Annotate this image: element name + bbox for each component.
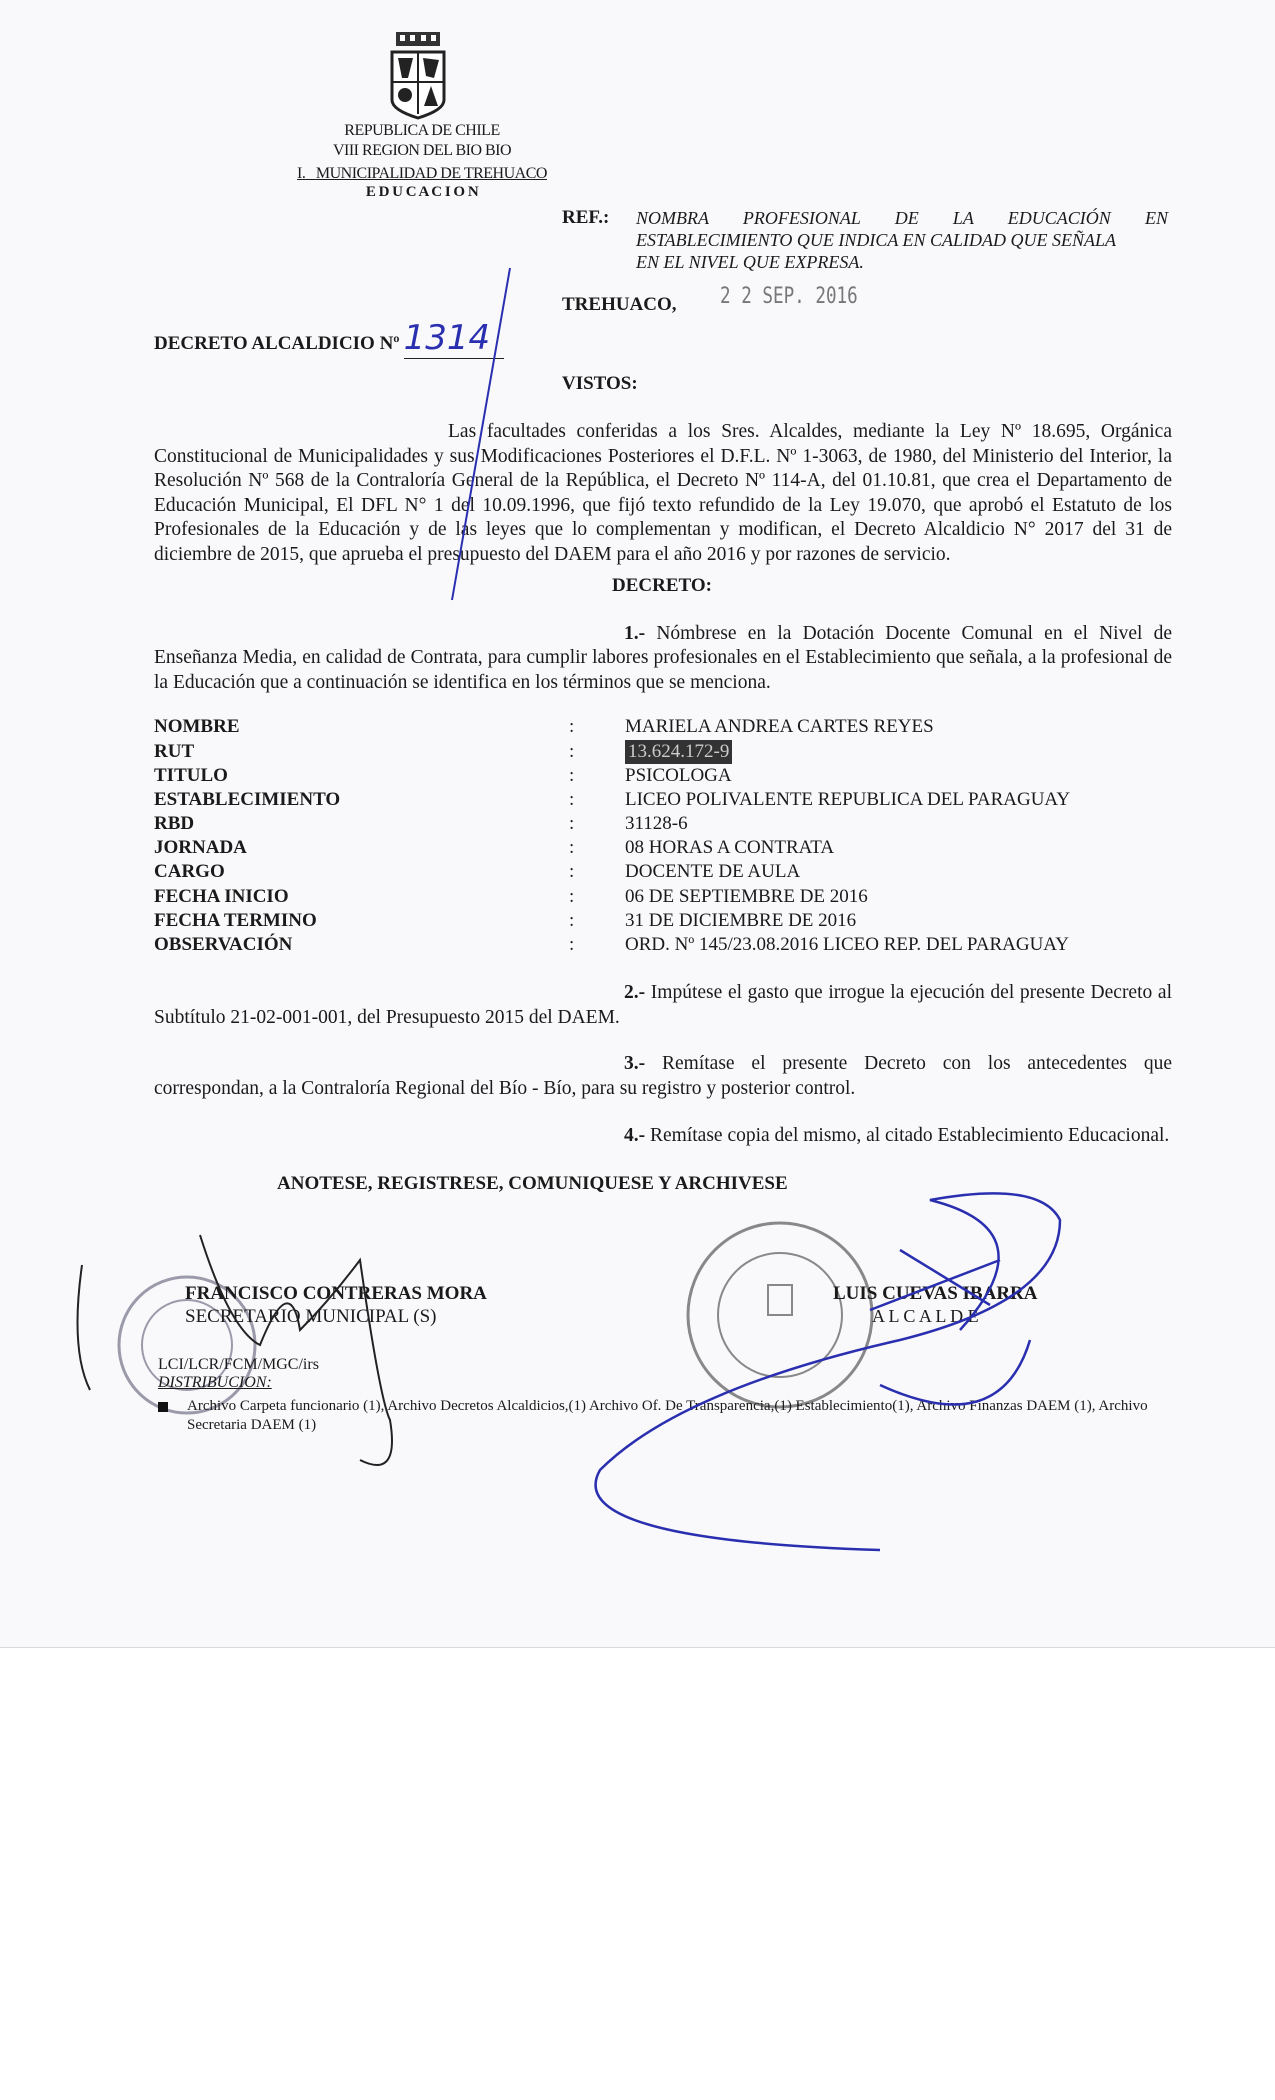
distribution-list: Archivo Carpeta funcionario (1), Archivo Decretos Alcaldicios,(1) Archivo Of. De Transparencia,(1) Establecimiento(1), Archivo Finanzas DAEM (1), Archivo Secretaria DAEM (1): [187, 1398, 1148, 1434]
detail-colon: :: [569, 716, 575, 738]
detail-value: ORD. Nº 145/23.08.2016 LICEO REP. DEL PARAGUAY: [625, 934, 1069, 956]
detail-colon: :: [569, 813, 575, 835]
detail-colon: :: [569, 837, 575, 859]
decreto-label: DECRETO:: [612, 574, 712, 596]
document-body: [154, 372, 1172, 1435]
detail-colon: :: [569, 909, 575, 931]
mayor-signatory: [833, 1282, 1037, 1330]
detail-label: CARGO: [154, 861, 225, 883]
header-country: REPUBLICA DE CHILE: [344, 122, 500, 139]
ref-line-2: ESTABLECIMIENTO QUE INDICA EN CALIDAD QUE SEÑALA: [636, 230, 1116, 250]
vistos-label: VISTOS:: [562, 373, 638, 394]
ref-line-1: NOMBRA PROFESIONAL DE LA EDUCACIÓN EN: [636, 208, 1168, 228]
detail-row: [154, 740, 1172, 764]
date-stamp: 2 2 SEP. 2016: [720, 284, 858, 309]
detail-label: ESTABLECIMIENTO: [154, 788, 341, 810]
municipal-crest-icon: [388, 30, 448, 120]
details-table: [154, 715, 1172, 957]
vistos-paragraph: Las facultades conferidas a los Sres. Alcaldes, mediante la Ley Nº 18.695, Orgánica Constitucional de Municipalidades y sus Modificaciones Posteriores el D.F.L. Nº 1-3063, de 1980, del Ministerio del Interior, la Resolución Nº 568 de la Contraloría General de la República, el Decreto Nº 114-A, del 01.10.81, que crea el Departamento de Educación Municipal, El DFL N° 1 del 10.09.1996, que fijó texto refundido de la Ley 19.070, que aprobó el Estatuto de los Profesionales de la Educación y de las leyes que lo complementan y modifican, el Decreto Alcaldicio N° 2017 del 31 de diciembre de 2015, que aprueba el presupuesto del DAEM para el año 2016 y por razones de servicio.: [154, 421, 1172, 565]
ref-label: REF.:: [562, 207, 610, 228]
article-1: [154, 622, 1172, 696]
detail-row: [154, 860, 1172, 884]
detail-colon: :: [569, 885, 575, 907]
article-3-number: 3.-: [624, 1053, 646, 1075]
detail-value: LICEO POLIVALENTE REPUBLICA DEL PARAGUAY: [625, 788, 1071, 810]
decree-number: 1314: [404, 318, 504, 359]
mayor-title: A L C A L D E: [872, 1306, 979, 1327]
header-region: VIII REGION DEL BIO BIO: [332, 142, 512, 159]
detail-label: OBSERVACIÓN: [154, 934, 293, 956]
article-4-number: 4.-: [624, 1124, 646, 1146]
decree-label: DECRETO ALCALDICIO Nº: [154, 333, 400, 354]
detail-value: 13.624.172-9: [625, 740, 732, 764]
article-3: [154, 1052, 1172, 1101]
distribution-item: [154, 1397, 1172, 1435]
detail-row: [154, 764, 1172, 788]
detail-colon: :: [569, 934, 575, 956]
detail-row: [154, 836, 1172, 860]
detail-row: [154, 933, 1172, 957]
decree-heading: [154, 318, 504, 359]
initials: LCI/LCR/FCM/MGC/irs: [158, 1356, 319, 1374]
detail-row: [154, 812, 1172, 836]
mayor-name: LUIS CUEVAS IBARRA: [833, 1283, 1038, 1305]
detail-label: TITULO: [154, 764, 228, 786]
article-1-text: Nómbrese en la Dotación Docente Comunal en el Nivel de Enseñanza Media, en calidad de Contrata, para cumplir labores profesionales en el Establecimiento que señala, a la profesional de la Educación que a continuación se identifica en los términos que se menciona.: [154, 622, 1173, 693]
detail-row: [154, 885, 1172, 909]
distribution-label: DISTRIBUCION:: [158, 1374, 272, 1392]
detail-label: JORNADA: [154, 837, 247, 859]
detail-row: [154, 715, 1172, 739]
detail-colon: :: [569, 861, 575, 883]
article-2-text: Impútese el gasto que irrogue la ejecución del presente Decreto al Subtítulo 21-02-001-001, del Presupuesto 2015 del DAEM.: [154, 982, 1172, 1028]
detail-row: [154, 909, 1172, 933]
header-municipality-name: MUNICIPALIDAD DE TREHUACO: [315, 165, 547, 182]
secretary-name: FRANCISCO CONTRERAS MORA: [185, 1283, 487, 1305]
bullet-icon: [158, 1402, 168, 1412]
detail-value: 06 DE SEPTIEMBRE DE 2016: [625, 885, 868, 907]
ref-line-3: EN EL NIVEL QUE EXPRESA.: [636, 252, 864, 272]
signature-block: [154, 1282, 1172, 1330]
detail-row: [154, 788, 1172, 812]
detail-label: RUT: [154, 740, 195, 762]
detail-value: MARIELA ANDREA CARTES REYES: [625, 716, 934, 738]
detail-value: DOCENTE DE AULA: [625, 861, 801, 883]
article-2: [154, 981, 1172, 1030]
detail-colon: :: [569, 740, 575, 762]
header-municipality-prefix: I.: [297, 165, 306, 182]
secretary-signatory: [185, 1282, 825, 1330]
article-2-number: 2.-: [624, 982, 646, 1004]
place-label: TREHUACO,: [562, 294, 677, 315]
header-department: E D U C A C I O N: [365, 184, 479, 200]
detail-colon: :: [569, 764, 575, 786]
closing-formula: ANOTESE, REGISTRESE, COMUNIQUESE Y ARCHIVESE: [277, 1173, 788, 1195]
article-4: [154, 1124, 1172, 1149]
detail-value: 08 HORAS A CONTRATA: [625, 837, 835, 859]
detail-label: RBD: [154, 813, 195, 835]
secretary-title: SECRETARIO MUNICIPAL (S): [185, 1306, 437, 1328]
detail-label: FECHA TERMINO: [154, 909, 317, 931]
detail-colon: :: [569, 788, 575, 810]
detail-value: 31128-6: [625, 813, 688, 835]
detail-label: FECHA INICIO: [154, 885, 289, 907]
article-1-number: 1.-: [624, 622, 646, 644]
article-3-text: Remítase el presente Decreto con los antecedentes que correspondan, a la Contraloría Regional del Bío - Bío, para su registro y posterior control.: [154, 1053, 1173, 1099]
detail-value: PSICOLOGA: [625, 764, 732, 786]
article-4-text: Remítase copia del mismo, al citado Establecimiento Educacional.: [650, 1124, 1170, 1146]
header-municipality: [272, 165, 572, 183]
detail-label: NOMBRE: [154, 716, 240, 738]
detail-value: 31 DE DICIEMBRE DE 2016: [625, 909, 857, 931]
